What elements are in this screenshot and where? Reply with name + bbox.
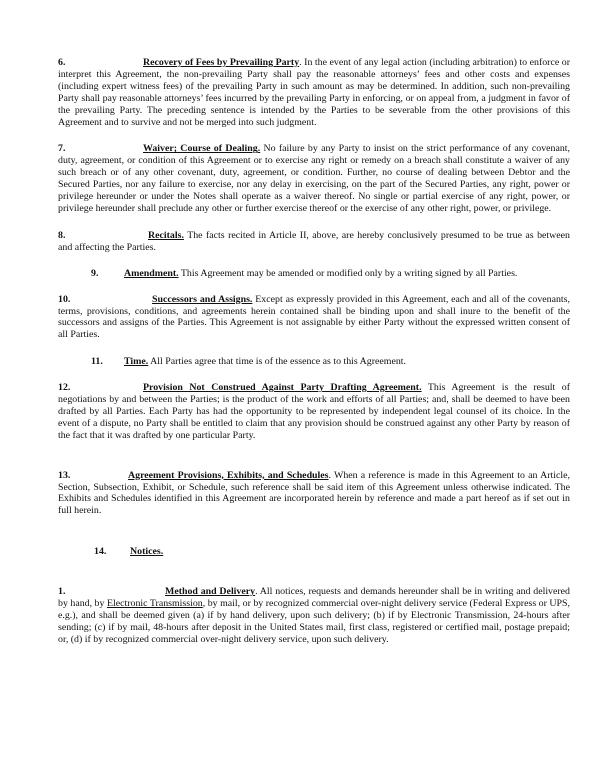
section-text: This Agreement is the result of negotiations by and between the Parties; is the product of the work and efforts of all Parties; and, shall be deemed to have been drafted by all Parties. Each Party has had the opportunity to be represented by independent legal counsel of its choice. In the event of a dispute, no Party shall be entitled to claim that any provision should be construed against any other Party by reason of the fact that it was drafted by one particular Party. [58,382,570,441]
section-heading: Time. [124,356,149,368]
section-14-1 [58,586,570,646]
document-page [58,57,570,646]
section-heading: Method and Delivery [165,586,256,598]
section-number: 6. [58,57,66,68]
section-heading: Successors and Assigns. [152,293,253,305]
section-number: 10. [58,293,71,305]
section-heading: Recitals. [148,229,184,241]
section-heading: Recovery of Fees by Prevailing Party [143,57,300,68]
section-number: 7. [58,143,66,155]
section-14 [58,546,570,558]
section-text: . All notices, requests and demands hereunder shall be in writing and delivered by hand, by [58,586,570,610]
section-8 [58,230,570,254]
section-heading: Provision Not Construed Against Party Drafting Agreement. [143,382,422,394]
section-text: . In the event of any legal action (including arbitration) to enforce or interpret this Agreement, the non-prevailing Party shall pay the reasonable attorneys’ fees and other costs and expenses (including expert witness fees) of the prevailing Party in such amount as may be determined. In addition, such non-prevailing Party shall pay reasonable attorneys’ fees incurred by the prevailing Party in enforcing, or on appeal from, a judgment in favor of the prevailing Party. The preceding sentence is intended by the Parties to be severable from the other provisions of this Agreement and to survive and not be merged into such judgment. [58,57,570,128]
section-11 [58,356,570,368]
section-text: All Parties agree that time is of the essence as to this Agreement. [148,356,407,368]
section-text: , by mail, or by recognized commercial over-night delivery service (Federal Express or UPS, e.g.), and shall be deemed given (a) if by hand delivery, upon such delivery; (b) if by Electronic Transmission, 24-hours after sending; (c) if by mail, 48-hours after deposit in the United States mail, first class, registered or certified mail, postage prepaid; or, (d) if by recognized commercial over-night delivery service, upon such delivery. [58,598,570,645]
section-text: No failure by any Party to insist on the strict performance of any covenant, duty, agreement, or condition of this Agreement or to exercise any right or remedy on a breach shall constitute a waiver of any such breach or of any other covenant, duty, agreement, or condition. Further, no course of dealing between Debtor and the Secured Parties, nor any failure to exercise, nor any delay in exercising, on the part of the Secured Parties, any right, power or privilege hereunder or under the Notes shall operate as a waiver thereof. No single or partial exercise of any right, power, or privilege hereunder shall preclude any other or further exercise thereof or the exercise of any other right, power, or privilege. [58,143,570,214]
section-number: 9. [91,267,99,279]
section-text: This Agreement may be amended or modified only by a writing signed by all Parties. [178,267,518,279]
section-number: 14. [94,546,107,558]
section-text: . When a reference is made in this Agreement to an Article, Section, Subsection, Exhibit, or Schedule, such reference shall be said item of this Agreement unless otherwise indicated. The Exhibits and Schedules identified in this Agreement are incorporated herein by reference and made a part hereof as if set out in full herein. [58,469,570,517]
section-heading: Amendment. [124,267,179,279]
section-heading: Notices. [130,546,164,558]
section-12 [58,382,570,442]
electronic-transmission-term: Electronic Transmission [106,598,203,610]
section-number: 8. [58,229,66,241]
section-number: 11. [91,356,103,368]
section-9 [58,268,570,280]
section-10 [58,294,570,342]
section-text: Except as expressly provided in this Agreement, each and all of the covenants, terms, provisions, conditions, and agreements herein contained shall be binding upon and shall inure to the benefit of the successors and assigns of the Parties. This Agreement is not assignable by either Party without the expressed written consent of all Parties. [58,293,570,341]
section-13 [58,470,570,518]
section-number: 1. [58,586,66,598]
section-heading: Agreement Provisions, Exhibits, and Schedules [128,469,329,481]
section-number: 12. [58,382,71,394]
section-6 [58,57,570,128]
section-text: The facts recited in Article II, above, are hereby conclusively presumed to be true as between and affecting the Parties. [58,229,570,253]
section-7 [58,143,570,214]
section-number: 13. [58,469,71,481]
section-heading: Waiver; Course of Dealing. [143,143,261,155]
